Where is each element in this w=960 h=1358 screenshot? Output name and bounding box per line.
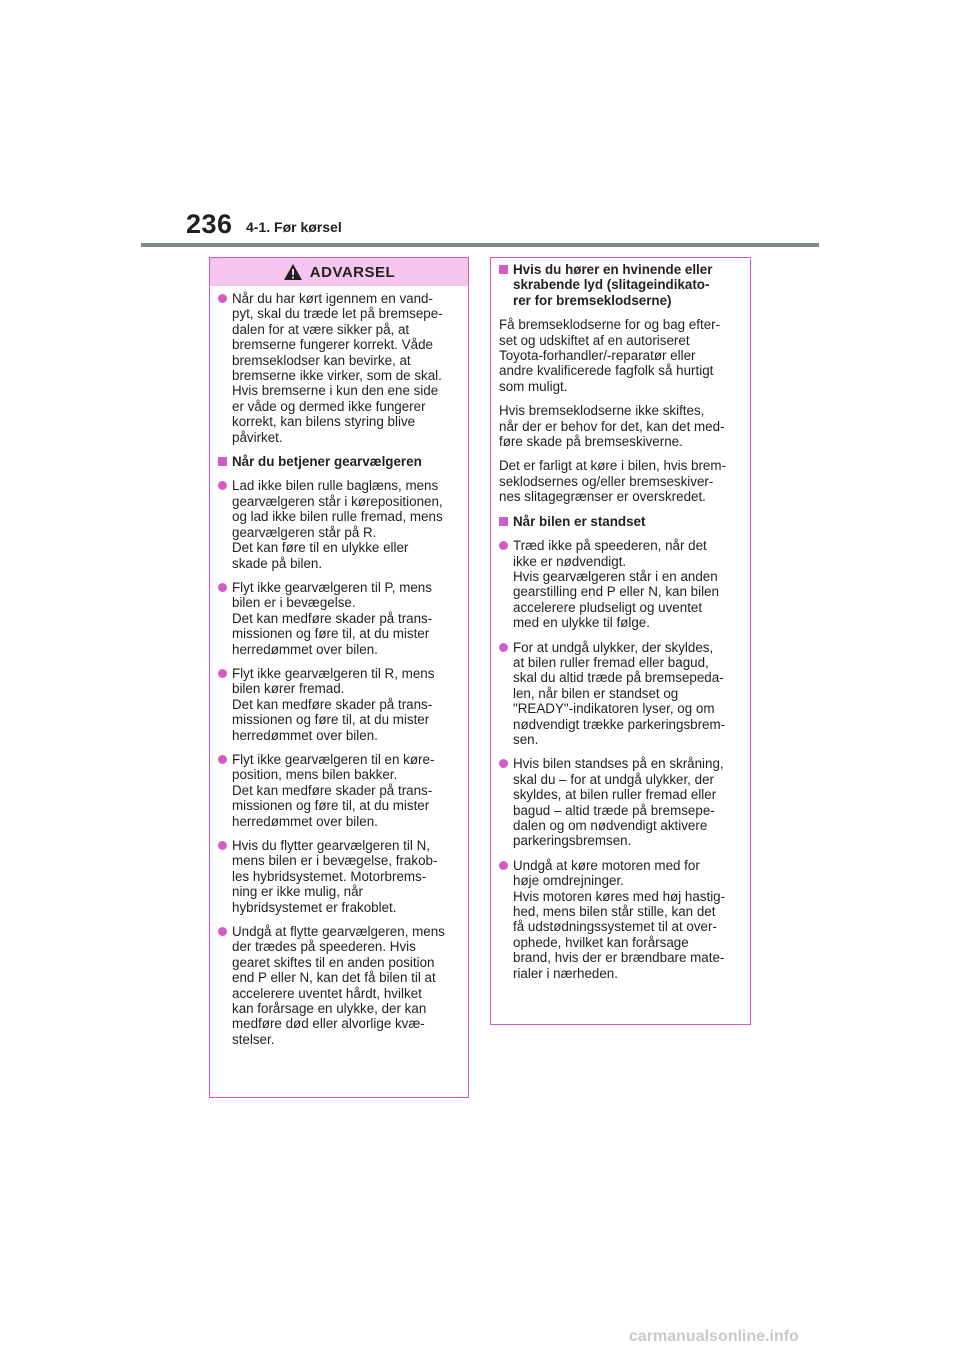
heading-text: Når du betjener gearvælgeren: [232, 454, 422, 470]
bullet-text: Når du har kørt igennem en vand- pyt, skal du træde let på bremsepe- dalen for at være sikker på, at bremserne fungerer korrekt. Våde bremseklodser kan bevirke, at bremserne ikke virker, som de skal. Hvis bremserne i kun den ene side er våde og dermed ikke fungerer korrekt, kan bilens styring blive påvirket.: [232, 291, 443, 445]
heading-text: Hvis du hører en hvinende eller skrabende lyd (slitageindikato- rer for bremseklodserne): [513, 262, 713, 308]
info-content: [491, 258, 750, 981]
bullet-item: [218, 478, 460, 570]
dot-bullet-icon: [499, 640, 510, 748]
bullet-text: Hvis du flytter gearvælgeren til N, mens bilen er i bevægelse, frakob- les hybridsystemet. Motorbrems- ning er ikke mulig, når hybridsystemet er frakoblet.: [232, 838, 438, 915]
dot-bullet-icon: [218, 478, 229, 570]
bullet-item: [218, 752, 460, 829]
section-heading: [218, 454, 460, 469]
warning-box: [209, 257, 469, 1098]
page-number: 236: [186, 209, 233, 239]
bullet-item: [499, 756, 742, 848]
info-box: [490, 257, 751, 1025]
bullet-text: For at undgå ulykker, der skyldes, at bilen ruller fremad eller bagud, skal du altid træde på bremsepeda- len, når bilen er standset og "READY"-indikatoren lyser, og om nødvendigt trække parkeringsbrem- sen.: [513, 639, 726, 747]
dot-bullet-icon: [218, 752, 229, 829]
warning-triangle-icon: [283, 263, 303, 281]
section-title: 4-1. Før kørsel: [246, 219, 342, 235]
dot-bullet-icon: [218, 580, 229, 657]
section-heading: [499, 514, 742, 529]
bullet-item: [218, 291, 460, 445]
bullet-text: Hvis bilen standses på en skråning, skal du – for at undgå ulykker, der skyldes, at bilen ruller fremad eller bagud – altid træde på bremsepe- dalen og om nødvendigt aktivere parkeringsbremsen.: [513, 756, 724, 849]
square-bullet-icon: [499, 262, 510, 308]
dot-bullet-icon: [218, 291, 229, 445]
bullet-item: [499, 858, 742, 981]
square-bullet-icon: [499, 514, 510, 529]
bullet-text: Træd ikke på speederen, når det ikke er nødvendigt. Hvis gearvælgeren står i en anden gearstilling end P eller N, kan bilen accelerere pludseligt og uventet med en ulykke til følge.: [513, 538, 719, 631]
bullet-text: Flyt ikke gearvælgeren til R, mens bilen kører fremad. Det kan medføre skader på trans- missionen og føre til, at du mister herredømmet over bilen.: [232, 665, 435, 743]
dot-bullet-icon: [499, 858, 510, 981]
paragraph: [499, 403, 742, 449]
paragraph: [499, 317, 742, 394]
bullet-text: Lad ikke bilen rulle baglæns, mens gearvælgeren står i kørepositionen, og lad ikke bilen rulle fremad, mens gearvælgeren står på R. Det kan føre til en ulykke eller skade på bilen.: [232, 478, 443, 571]
watermark-logo: carmanualsonline.info: [629, 1328, 799, 1345]
bullet-text: Flyt ikke gearvælgeren til en køre- position, mens bilen bakker. Det kan medføre skader på trans- missionen og føre til, at du mister herredømmet over bilen.: [232, 751, 435, 829]
dot-bullet-icon: [218, 666, 229, 743]
bullet-text: Flyt ikke gearvælgeren til P, mens bilen er i bevægelse. Det kan medføre skader på trans- missionen og føre til, at du mister herredømmet over bilen.: [232, 579, 433, 657]
square-bullet-icon: [218, 454, 229, 469]
bullet-text: Undgå at flytte gearvælgeren, mens der trædes på speederen. Hvis gearet skiftes til en anden position end P eller N, kan det få bilen til at accelerere uventet hårdt, hvilket kan forårsage en ulykke, der kan medføre død eller alvorlige kvæ- stelser.: [232, 924, 445, 1047]
bullet-item: [218, 838, 460, 915]
paragraph: [499, 458, 742, 504]
dot-bullet-icon: [218, 838, 229, 915]
bullet-item: [218, 924, 460, 1047]
bullet-item: [218, 580, 460, 657]
warning-header: [210, 258, 468, 286]
bullet-item: [499, 538, 742, 630]
dot-bullet-icon: [218, 924, 229, 1047]
paragraph-text: Få bremseklodserne for og bag efter- set og udskiftet af en autoriseret Toyota-forhandler/-reparatør eller andre kvalificerede fagfolk så hurtigt som muligt.: [499, 317, 721, 394]
bullet-item: [499, 640, 742, 748]
section-heading: [499, 262, 742, 308]
dot-bullet-icon: [499, 756, 510, 848]
paragraph-text: Det er farligt at køre i bilen, hvis brem- seklodsernes og/eller bremseskiver- nes slitagegrænser er overskredet.: [499, 458, 726, 505]
bullet-item: [218, 666, 460, 743]
dot-bullet-icon: [499, 538, 510, 630]
warning-content: [210, 286, 468, 1047]
warning-title: ADVARSEL: [309, 263, 396, 281]
bullet-text: Undgå at køre motoren med for høje omdrejninger. Hvis motoren køres med høj hastig- hed, mens bilen står stille, kan det få udstødningssystemet til at over- ophede, hvilket kan forårsage brand, hvis der er brændbare mate- rialer i nærheden.: [513, 857, 726, 981]
header-rule: [141, 243, 819, 247]
paragraph-text: Hvis bremseklodserne ikke skiftes, når der er behov for det, kan det med- føre skade på bremseskiverne.: [499, 403, 725, 450]
heading-text: Når bilen er standset: [513, 513, 646, 529]
